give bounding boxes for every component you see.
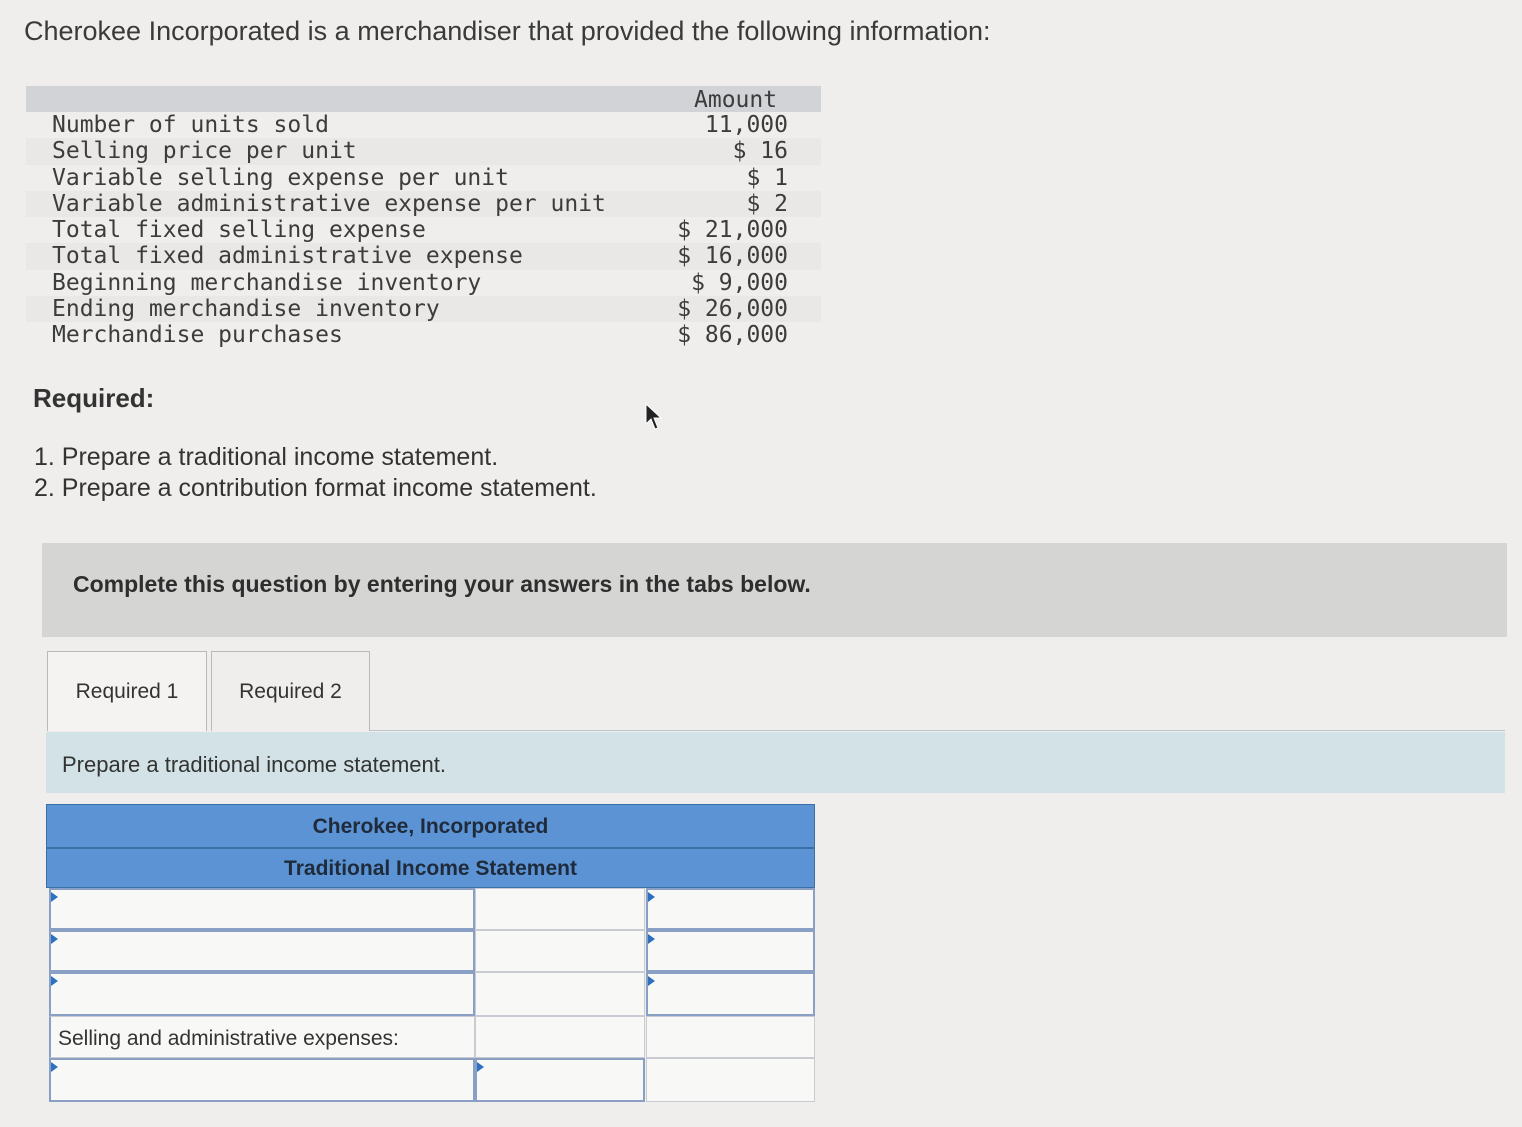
- given-data-table: [26, 86, 821, 349]
- statement-row: [46, 930, 815, 972]
- tab-required-1[interactable]: Required 1: [47, 651, 207, 731]
- row-label: Merchandise purchases: [52, 322, 343, 349]
- amount-input[interactable]: [477, 1060, 643, 1100]
- table-row: [26, 165, 821, 191]
- row-label: Number of units sold: [52, 112, 329, 138]
- row-label: Total fixed administrative expense: [52, 243, 523, 270]
- row-value: $ 26,000: [677, 296, 788, 323]
- row-label: Total fixed selling expense: [52, 217, 426, 244]
- statement-row: [46, 1058, 815, 1102]
- statement-row: [46, 1016, 815, 1058]
- required-heading: Required:: [33, 383, 155, 413]
- amount-header: Amount: [694, 87, 778, 113]
- table-row: [26, 322, 821, 348]
- row-label: Beginning merchandise inventory: [52, 269, 482, 296]
- mouse-cursor-icon: [644, 402, 664, 432]
- row-value: $ 16: [732, 138, 788, 165]
- amount-input[interactable]: [648, 932, 813, 970]
- row-value: $ 21,000: [677, 217, 788, 244]
- table-row: [26, 243, 821, 269]
- row-label: Selling price per unit: [52, 138, 357, 165]
- row-value: $ 1: [746, 164, 788, 191]
- instruction-box: [42, 543, 1507, 637]
- prompt-bar: [46, 732, 1505, 793]
- amount-input[interactable]: [648, 974, 813, 1014]
- amount-input[interactable]: [648, 890, 813, 928]
- row-value: $ 86,000: [677, 322, 788, 349]
- table-row: [26, 270, 821, 296]
- amount-input[interactable]: [476, 973, 644, 1015]
- row-value: $ 16,000: [677, 243, 788, 270]
- amount-input[interactable]: [476, 889, 644, 929]
- table-row: [26, 191, 821, 217]
- company-name: Cherokee, Incorporated: [46, 804, 815, 848]
- account-select[interactable]: [51, 974, 473, 1014]
- table-row: [26, 217, 821, 243]
- table-header: [26, 86, 821, 112]
- prompt-text: Prepare a traditional income statement.: [62, 752, 446, 777]
- row-label: Ending merchandise inventory: [52, 296, 440, 323]
- statement-row: [46, 972, 815, 1016]
- instruction-text: Complete this question by entering your answers in the tabs below.: [73, 571, 811, 597]
- required-item: 1. Prepare a traditional income statement.: [34, 443, 499, 471]
- tab-divider: [370, 730, 1505, 731]
- account-select[interactable]: [51, 890, 473, 928]
- row-value: $ 9,000: [691, 269, 788, 296]
- amount-input[interactable]: [476, 931, 644, 971]
- account-select[interactable]: [51, 1060, 473, 1100]
- tab-required-2[interactable]: Required 2: [211, 651, 370, 731]
- row-value: 11,000: [704, 112, 788, 138]
- section-label: Selling and administrative expenses:: [58, 1027, 399, 1050]
- question-intro: Cherokee Incorporated is a merchandiser that provided the following information:: [24, 16, 991, 46]
- income-statement-form: [46, 804, 815, 1104]
- row-label: Variable selling expense per unit: [52, 164, 509, 191]
- row-value: $ 2: [746, 190, 788, 217]
- account-select[interactable]: [51, 932, 473, 970]
- statement-row: [46, 888, 815, 930]
- row-label: Variable administrative expense per unit: [52, 190, 606, 217]
- table-row: [26, 112, 821, 138]
- table-row: [26, 138, 821, 164]
- required-list: [34, 442, 597, 504]
- table-row: [26, 296, 821, 322]
- required-item: 2. Prepare a contribution format income statement.: [34, 474, 597, 502]
- statement-title: Traditional Income Statement: [46, 848, 815, 888]
